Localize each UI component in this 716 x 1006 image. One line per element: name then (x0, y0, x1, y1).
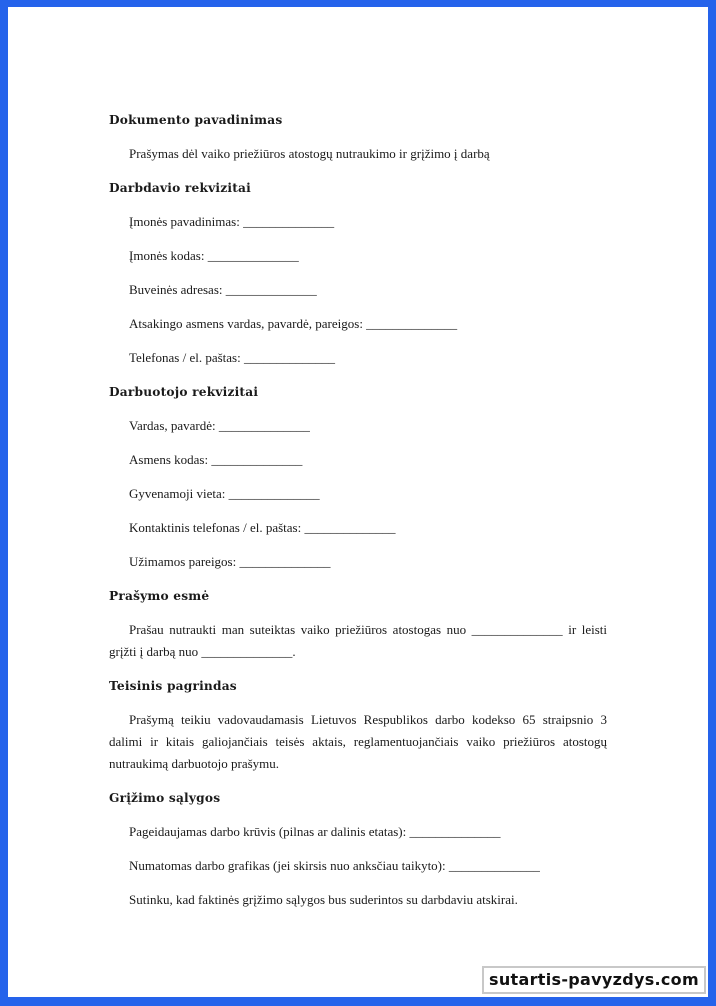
document-title-text: Prašymas dėl vaiko priežiūros atostogų nutraukimo ir grįžimo į darbą (129, 146, 490, 161)
field-residence: Gyvenamoji vieta: ______________ (129, 486, 320, 501)
field-work-schedule: Numatomas darbo grafikas (jei skirsis nuo anksčiau taikyto): ______________ (129, 858, 540, 873)
section-heading-document-title: Dokumento pavadinimas (109, 113, 283, 127)
field-responsible-person: Atsakingo asmens vardas, pavardė, pareigos: ______________ (129, 316, 458, 331)
field-company-name: Įmonės pavadinimas: ______________ (129, 214, 335, 229)
section-heading-legal-basis: Teisinis pagrindas (109, 679, 237, 693)
field-position: Užimamos pareigos: ______________ (129, 554, 331, 569)
agreement-statement: Sutinku, kad faktinės grįžimo sąlygos bus suderintos su darbdaviu atskirai. (129, 892, 518, 907)
field-company-code: Įmonės kodas: ______________ (129, 248, 299, 263)
watermark-link[interactable]: sutartis-pavyzdys.com (482, 966, 706, 994)
field-personal-code: Asmens kodas: ______________ (129, 452, 303, 467)
section-heading-return-conditions: Grįžimo sąlygos (109, 791, 221, 805)
section-heading-employer: Darbdavio rekvizitai (109, 181, 251, 195)
section-heading-request: Prašymo esmė (109, 589, 210, 603)
request-paragraph: Prašau nutraukti man suteiktas vaiko priežiūros atostogas nuo ______________ ir leisti grįžti į darbą nuo ______________. (109, 622, 607, 659)
legal-basis-paragraph: Prašymą teikiu vadovaudamasis Lietuvos Respublikos darbo kodekso 65 straipsnio 3 dalimi ir kitais galiojančiais teisės aktais, reglamentuojančiais vaiko priežiūros atostogų nutraukimą darbuotojo prašymu. (109, 712, 607, 771)
document-content (109, 103, 607, 917)
field-registered-address: Buveinės adresas: ______________ (129, 282, 317, 297)
field-workload: Pageidaujamas darbo krūvis (pilnas ar dalinis etatas): ______________ (129, 824, 501, 839)
section-heading-employee: Darbuotojo rekvizitai (109, 385, 259, 399)
field-employer-contact: Telefonas / el. paštas: ______________ (129, 350, 335, 365)
field-employee-name: Vardas, pavardė: ______________ (129, 418, 310, 433)
field-employee-contact: Kontaktinis telefonas / el. paštas: ______________ (129, 520, 396, 535)
document-page (8, 7, 708, 997)
